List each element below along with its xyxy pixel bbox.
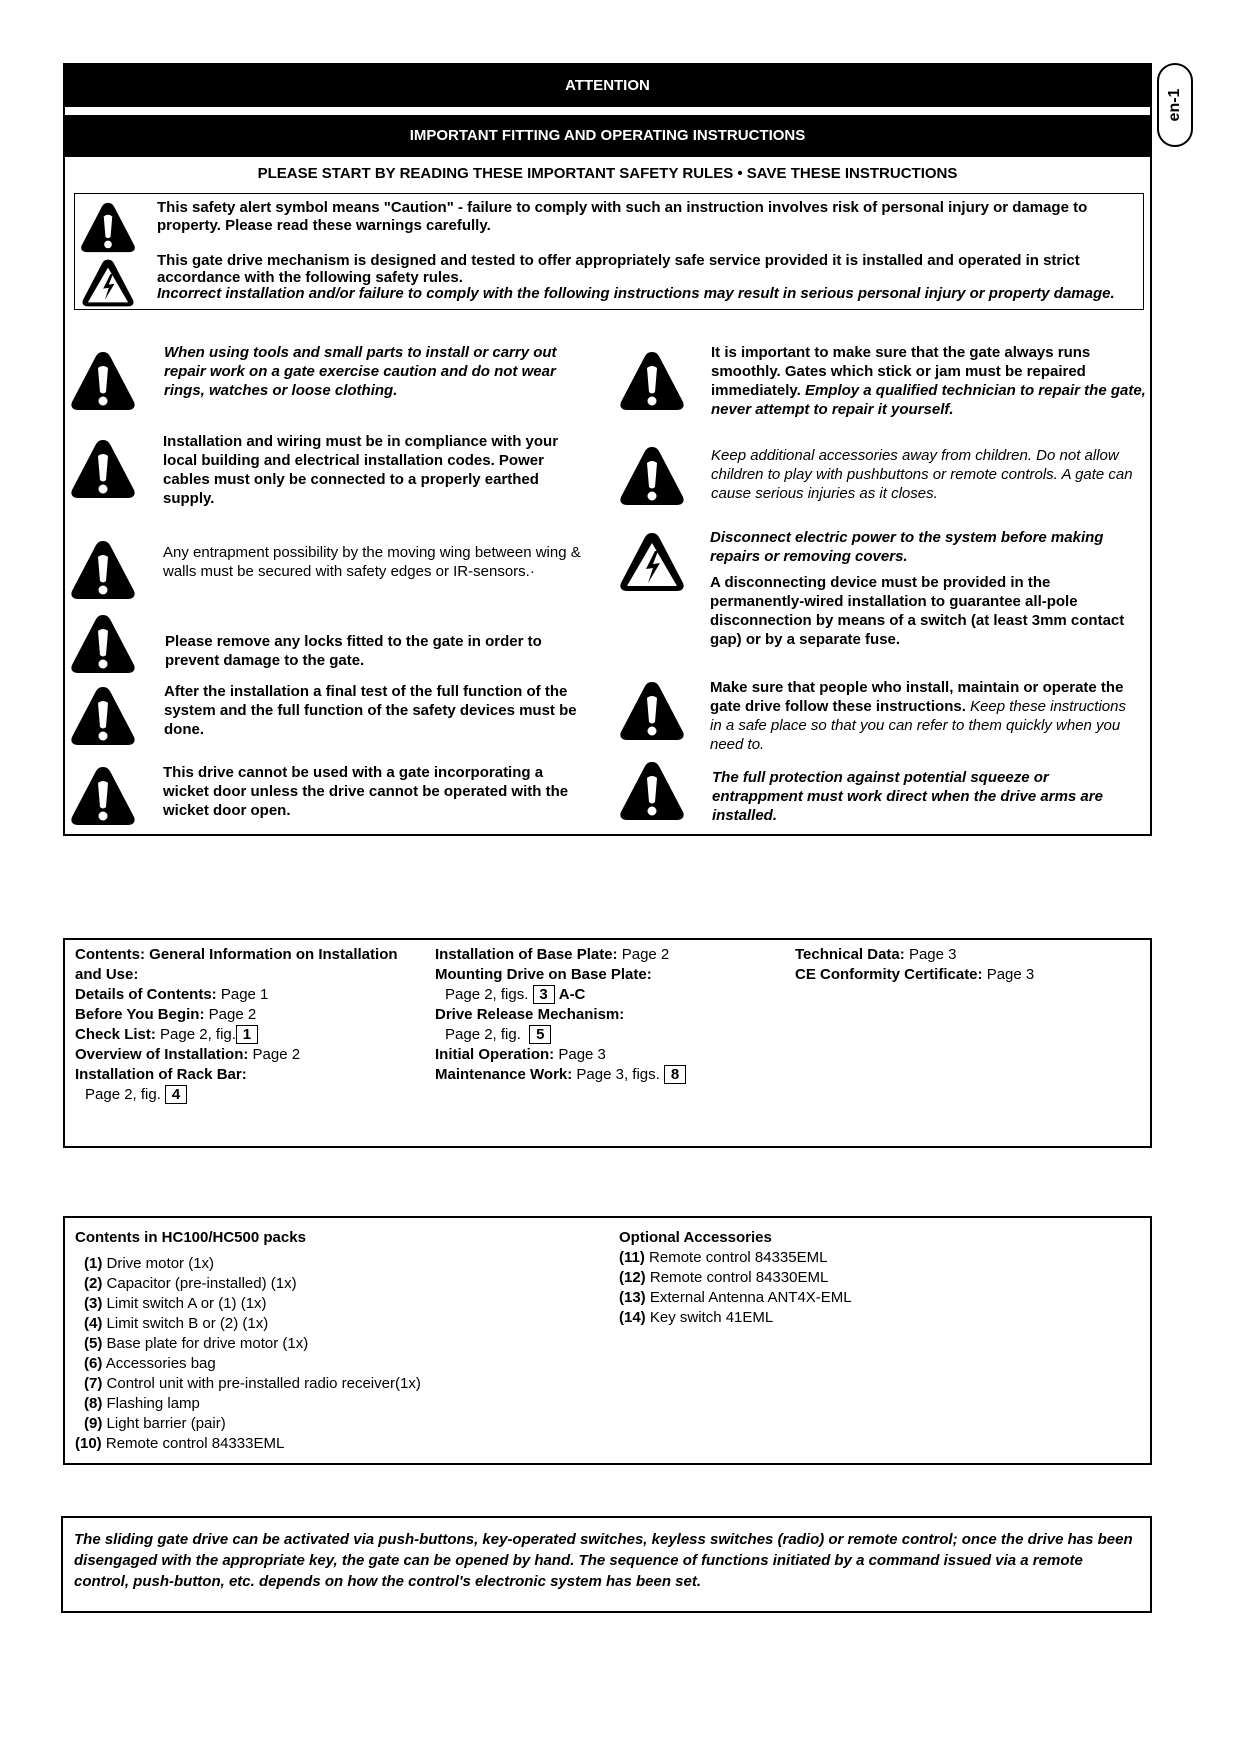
electrical-hazard-icon bbox=[619, 531, 685, 593]
intro-incorrect-text: Incorrect installation and/or failure to comply with the following instructions may result in serious personal injury or property damage. bbox=[157, 285, 1115, 302]
contents-entry: CE Conformity Certificate: Page 3 bbox=[795, 966, 1035, 983]
contents-entry: Before You Begin: Page 2 bbox=[75, 1006, 257, 1023]
contents-entry: Technical Data: Page 3 bbox=[795, 946, 957, 963]
contents-entry: Mounting Drive on Base Plate: bbox=[435, 966, 652, 983]
contents-column-2 bbox=[435, 945, 775, 1085]
rule-gate-smooth bbox=[711, 343, 1151, 419]
operation-note-text: The sliding gate drive can be activated via push-buttons, key-operated switches, keyless switches (radio) or remote control; once the drive has been disengaged with the appropriate key, the gate can be opened by hand. The sequence of functions initiated by a command issued via a remote control, push-button, etc. depends on how the control's electronic system has been set. bbox=[74, 1531, 1133, 1590]
rule-gate-smooth-b: Employ a qualified technician to repair the gate, never attempt to repair it yourself. bbox=[711, 382, 1146, 418]
optional-accessories-list bbox=[619, 1248, 1119, 1328]
rule-follow-instructions-a: Make sure that people who install, maintain or operate the gate drive follow these instructions. bbox=[710, 679, 1124, 715]
rule-full-protection: The full protection against potential squeeze or entrappment must work direct when the drive arms are installed. bbox=[712, 769, 1103, 824]
contents-entry: Maintenance Work: Page 3, figs. 8 bbox=[435, 1065, 775, 1085]
contents-entry: Initial Operation: Page 3 bbox=[435, 1046, 606, 1063]
rule-wicket-door: This drive cannot be used with a gate incorporating a wicket door unless the drive cannot be operated with the wicket door open. bbox=[163, 764, 569, 819]
rule-entrapment: Any entrapment possibility by the moving wing between wing & walls must be secured with safety edges or IR-sensors.· bbox=[163, 544, 581, 580]
page-number: en-1 bbox=[1166, 88, 1183, 122]
operation-note-box bbox=[61, 1516, 1152, 1613]
figure-reference: 1 bbox=[236, 1025, 258, 1044]
electrical-hazard-icon bbox=[80, 258, 136, 308]
caution-icon bbox=[619, 445, 685, 507]
list-item: (7) Control unit with pre-installed radio receiver(1x) bbox=[84, 1375, 421, 1392]
intro-designed-text: This gate drive mechanism is designed and tested to offer appropriately safe service provided it is installed and operated in strict accordance with the following safety rules. bbox=[157, 252, 1080, 286]
caution-icon bbox=[70, 613, 136, 675]
contents-entry: Details of Contents: Page 1 bbox=[75, 986, 269, 1003]
rule-follow-instructions-b: Keep these instructions in a safe place so that you can refer to them quickly when you need to. bbox=[710, 698, 1126, 753]
figure-reference: 8 bbox=[664, 1065, 686, 1084]
contents-heading: Contents: General Information on Installation and Use: bbox=[75, 946, 398, 983]
caution-icon bbox=[619, 760, 685, 822]
safety-instructions-box bbox=[63, 63, 1152, 836]
contents-entry: Check List: Page 2, fig. 1 bbox=[75, 1025, 415, 1045]
pack-contents-title: Contents in HC100/HC500 packs bbox=[75, 1229, 306, 1246]
caution-icon bbox=[70, 685, 136, 747]
rule-remove-locks: Please remove any locks fitted to the gate in order to prevent damage to the gate. bbox=[165, 633, 542, 669]
list-item: (14) Key switch 41EML bbox=[619, 1309, 774, 1326]
attention-banner: ATTENTION bbox=[65, 65, 1150, 107]
caution-icon bbox=[70, 438, 136, 500]
contents-column-3 bbox=[795, 945, 1135, 985]
rule-children: Keep additional accessories away from children. Do not allow children to play with pushbuttons or remote controls. A gate can cause serious injuries as it closes. bbox=[711, 447, 1133, 502]
rule-final-test: After the installation a final test of the full function of the system and the full function of the safety devices must be done. bbox=[164, 683, 577, 738]
contents-entry: Installation of Base Plate: Page 2 bbox=[435, 946, 670, 963]
safety-symbol-intro-box bbox=[74, 193, 1144, 310]
contents-index-box bbox=[63, 938, 1152, 1148]
list-item: (8) Flashing lamp bbox=[84, 1395, 200, 1412]
caution-icon bbox=[70, 350, 136, 412]
rule-gate-smooth-a: It is important to make sure that the gate always runs smoothly. Gates which stick or jam must be repaired immediately. bbox=[711, 344, 1091, 399]
page-number-tab bbox=[1157, 63, 1193, 147]
list-item: (6) Accessories bag bbox=[84, 1355, 216, 1372]
important-instructions-banner: IMPORTANT FITTING AND OPERATING INSTRUCTIONS bbox=[65, 115, 1150, 157]
list-item: (3) Limit switch A or (1) (1x) bbox=[84, 1295, 267, 1312]
contents-entry-value: Page 2, figs. 3 A-C bbox=[445, 986, 586, 1003]
caution-icon bbox=[80, 200, 136, 255]
figure-reference: 4 bbox=[165, 1085, 187, 1104]
contents-entry-value: Page 2, fig. 4 bbox=[75, 1085, 415, 1105]
caution-icon bbox=[70, 539, 136, 601]
list-item: (9) Light barrier (pair) bbox=[84, 1415, 226, 1432]
start-reading-heading: PLEASE START BY READING THESE IMPORTANT SAFETY RULES • SAVE THESE INSTRUCTIONS bbox=[257, 165, 958, 182]
contents-entry: Overview of Installation: Page 2 bbox=[75, 1046, 301, 1063]
contents-column-1 bbox=[75, 945, 415, 1105]
caution-icon bbox=[70, 765, 136, 827]
caution-icon bbox=[619, 350, 685, 412]
list-item: (12) Remote control 84330EML bbox=[619, 1269, 829, 1286]
list-item: (4) Limit switch B or (2) (1x) bbox=[84, 1315, 269, 1332]
list-item: (10) Remote control 84333EML bbox=[75, 1435, 285, 1452]
pack-contents-box bbox=[63, 1216, 1152, 1465]
intro-caution-text: This safety alert symbol means "Caution" - failure to comply with such an instruction involves risk of personal injury or damage to property. Please read these warnings carefully. bbox=[157, 199, 1088, 234]
figure-reference: 5 bbox=[529, 1025, 551, 1044]
optional-accessories-title: Optional Accessories bbox=[619, 1229, 772, 1246]
rule-disconnect-device: A disconnecting device must be provided in the permanently-wired installation to guarantee all-pole disconnection by means of a switch (at least 3mm contact gap) or by a separate fuse. bbox=[710, 574, 1125, 648]
contents-entry-value: Page 2, fig. 5 bbox=[435, 1025, 775, 1045]
rule-tools-caution: When using tools and small parts to install or carry out repair work on a gate exercise caution and do not wear rings, watches or loose clothing. bbox=[164, 344, 557, 399]
figure-reference: 3 bbox=[533, 985, 555, 1004]
rule-wiring-codes: Installation and wiring must be in compliance with your local building and electrical installation codes. Power cables must only be connected to a properly earthed supply. bbox=[163, 433, 559, 507]
rule-follow-instructions bbox=[710, 678, 1140, 754]
list-item: (2) Capacitor (pre-installed) (1x) bbox=[84, 1275, 297, 1292]
caution-icon bbox=[619, 680, 685, 742]
contents-entry: Drive Release Mechanism: bbox=[435, 1006, 625, 1023]
rule-disconnect-power: Disconnect electric power to the system before making repairs or removing covers. bbox=[710, 529, 1104, 565]
list-item: (13) External Antenna ANT4X-EML bbox=[619, 1289, 852, 1306]
list-item: (1) Drive motor (1x) bbox=[84, 1255, 215, 1272]
pack-contents-list bbox=[75, 1254, 595, 1454]
list-item: (5) Base plate for drive motor (1x) bbox=[84, 1335, 309, 1352]
contents-entry: Installation of Rack Bar: bbox=[75, 1066, 247, 1083]
list-item: (11) Remote control 84335EML bbox=[619, 1249, 828, 1266]
